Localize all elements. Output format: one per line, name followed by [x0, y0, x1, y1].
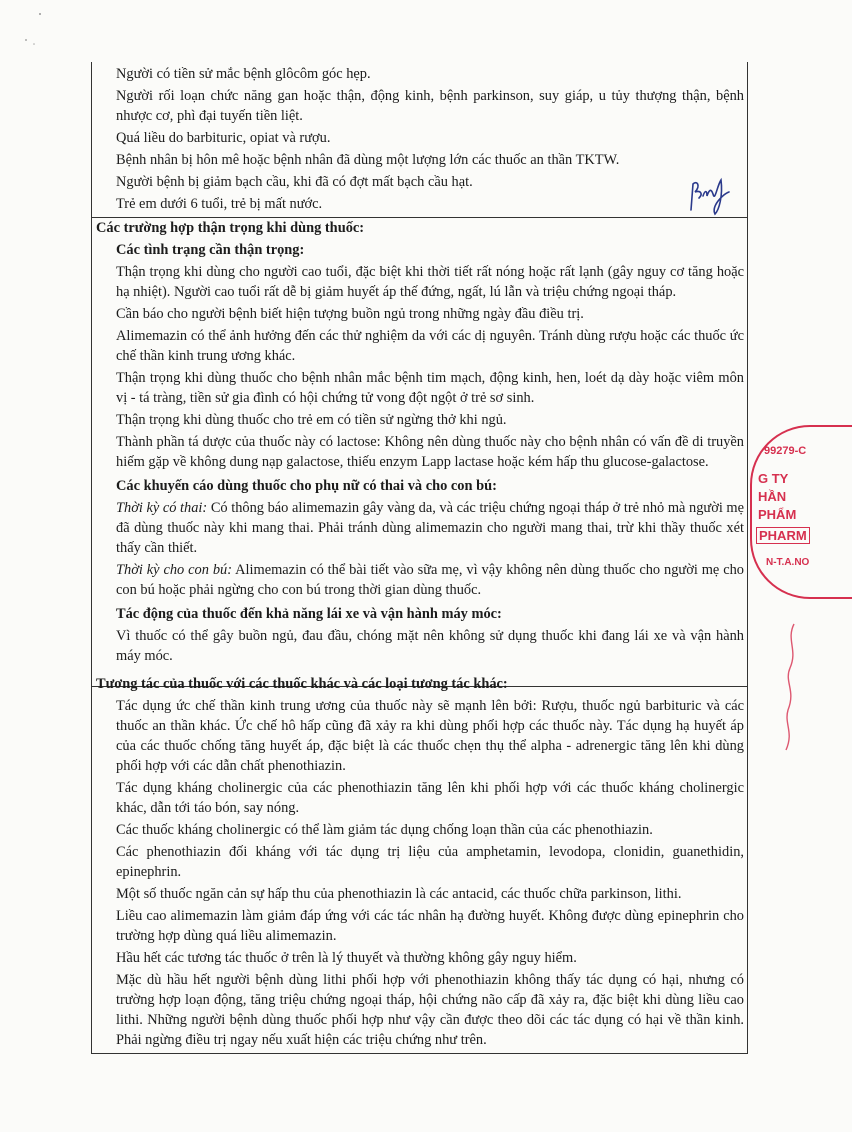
stamp-text: 99279-C — [764, 445, 807, 457]
stamp-text: G TY — [758, 471, 789, 486]
paragraph: Tác dụng ức chế thần kinh trung ương của thuốc này sẽ mạnh lên bởi: Rượu, thuốc ngủ barbituric và các thuốc an thần khác. Ức chế hô hấp cũng đã xảy ra khi dùng phối hợp các thuốc này. Tác dụng hạ huyết áp của các thuốc chống tăng huyết áp, đặc biệt là các thuốc chẹn thụ thể alpha - adrenergic tăng lên khi dùng phối hợp với các dẫn chất phenothiazin. — [116, 698, 744, 774]
stamp-seal — [750, 425, 852, 599]
interactions-section — [96, 674, 744, 1050]
precautions-section — [96, 218, 744, 666]
contra-line: Người rối loạn chức năng gan hoặc thận, động kinh, bệnh parkinson, suy giáp, u tủy thượng thận, bệnh nhược cơ, phì đại tuyến tiền liệt. — [116, 88, 744, 124]
section-heading: Các trường hợp thận trọng khi dùng thuốc: — [96, 220, 365, 236]
paragraph: Vì thuốc có thể gây buồn ngủ, đau đầu, chóng mặt nên không sử dụng thuốc khi đang lái xe và vận hành máy móc. — [116, 628, 744, 664]
contra-line: Người có tiền sử mắc bệnh glôcôm góc hẹp. — [116, 66, 371, 82]
paragraph: Thận trọng khi dùng thuốc cho bệnh nhân mắc bệnh tim mạch, động kinh, hen, loét dạ dày hoặc viêm môn vị - tá tràng, tiền sử gia đình có hội chứng tử vong đột ngột ở trẻ sơ sinh. — [116, 370, 744, 406]
signature-icon — [685, 176, 733, 216]
scan-specks — [20, 10, 60, 50]
section-heading: Tương tác của thuốc với các thuốc khác và các loại tương tác khác: — [96, 676, 508, 692]
contra-line: Trẻ em dưới 6 tuổi, trẻ bị mất nước. — [116, 196, 323, 212]
breastfeeding-paragraph — [96, 560, 744, 600]
paragraph: Thành phần tá dược của thuốc này có lactose: Không nên dùng thuốc này cho bệnh nhân có vấn đề di truyền hiếm gặp về không dung nạp galactose, thiếu enzym Lapp lactase hoặc kém hấp thu glucose-galactose. — [116, 434, 744, 470]
paragraph: Alimemazin có thể ảnh hưởng đến các thử nghiệm da với các dị nguyên. Tránh dùng rượu hoặc các thuốc ức chế thần kinh trung ương khác. — [116, 328, 744, 364]
document-body — [96, 64, 744, 1052]
breastfeeding-label: Thời kỳ cho con bú: — [116, 562, 233, 578]
paragraph: Cần báo cho người bệnh biết hiện tượng buồn ngủ trong những ngày đầu điều trị. — [116, 306, 584, 322]
paragraph: Liều cao alimemazin làm giảm đáp ứng với các tác nhân hạ đường huyết. Không được dùng epinephrin cho trường hợp dùng quá liều alimemazin. — [116, 908, 744, 944]
stamp-text: N-T.A.NO — [766, 557, 810, 568]
paragraph: Mặc dù hầu hết người bệnh dùng lithi phối hợp với phenothiazin không thấy tác dụng có hại, nhưng có trường hợp loạn động, tăng triệu chứng ngoại tháp, hội chứng não cấp đã xảy ra, đặc biệt khi dùng liều cao lithi. Những người bệnh dùng thuốc phối hợp như vậy cần được theo dõi các tác dụng có hại về thần kinh. Phải ngừng điều trị ngay nếu xuất hiện các triệu chứng như trên. — [116, 972, 744, 1048]
paragraph: Thận trọng khi dùng cho người cao tuổi, đặc biệt khi thời tiết rất nóng hoặc rất lạnh (gây nguy cơ tăng hoặc hạ nhiệt). Người cao tuổi rất dễ bị giảm huyết áp thế đứng, ngất, lú lẫn và triệu chứng ngoại tháp. — [116, 264, 744, 300]
stamp-text: HẦN — [758, 489, 787, 504]
pregnancy-label: Thời kỳ có thai: — [116, 500, 208, 516]
paragraph: Các phenothiazin đối kháng với tác dụng trị liệu của amphetamin, levodopa, clonidin, guanethidin, epinephrin. — [116, 844, 744, 880]
stamp-text: PHẨM — [758, 507, 797, 522]
paragraph: Các thuốc kháng cholinergic có thể làm giảm tác dụng chống loạn thần của các phenothiazin. — [116, 822, 653, 838]
contra-line: Quá liều do barbituric, opiat và rượu. — [116, 130, 331, 146]
pregnancy-text: Có thông báo alimemazin gây vàng da, và các triệu chứng ngoại tháp ở trẻ nhỏ mà người mẹ đã dùng thuốc này khi mang thai. Phải tránh dùng alimemazin cho người mang thai, trừ khi thầy thuốc xét thấy cần thiết. — [116, 500, 744, 556]
breastfeeding-text: Alimemazin có thể bài tiết vào sữa mẹ, vì vậy không nên dùng thuốc cho người mẹ cho con bú hoặc phải ngừng cho con bú trong thời gian dùng thuốc. — [116, 562, 744, 598]
stamp-text: PHARM — [756, 527, 810, 544]
paragraph: Một số thuốc ngăn cản sự hấp thu của phenothiazin là các antacid, các thuốc chữa parkinson, lithi. — [116, 886, 682, 902]
subsection-heading: Các tình trạng cần thận trọng: — [116, 242, 305, 258]
red-signature-mark — [780, 620, 800, 760]
subsection-heading: Các khuyến cáo dùng thuốc cho phụ nữ có thai và cho con bú: — [116, 478, 497, 494]
pregnancy-paragraph — [96, 498, 744, 558]
paragraph: Hầu hết các tương tác thuốc ở trên là lý thuyết và thường không gây nguy hiểm. — [116, 950, 577, 966]
contra-line: Bệnh nhân bị hôn mê hoặc bệnh nhân đã dùng một lượng lớn các thuốc an thần TKTW. — [116, 152, 620, 168]
subsection-heading: Tác động của thuốc đến khả năng lái xe và vận hành máy móc: — [116, 606, 502, 622]
paragraph: Thận trọng khi dùng thuốc cho trẻ em có tiền sử ngừng thở khi ngủ. — [116, 412, 507, 428]
contraindications-continued — [96, 64, 744, 214]
contra-line: Người bệnh bị giảm bạch cầu, khi đã có đợt mất bạch cầu hạt. — [116, 174, 473, 190]
paragraph: Tác dụng kháng cholinergic của các phenothiazin tăng lên khi phối hợp với các thuốc kháng cholinergic khác, dẫn tới táo bón, say nóng. — [116, 780, 744, 816]
